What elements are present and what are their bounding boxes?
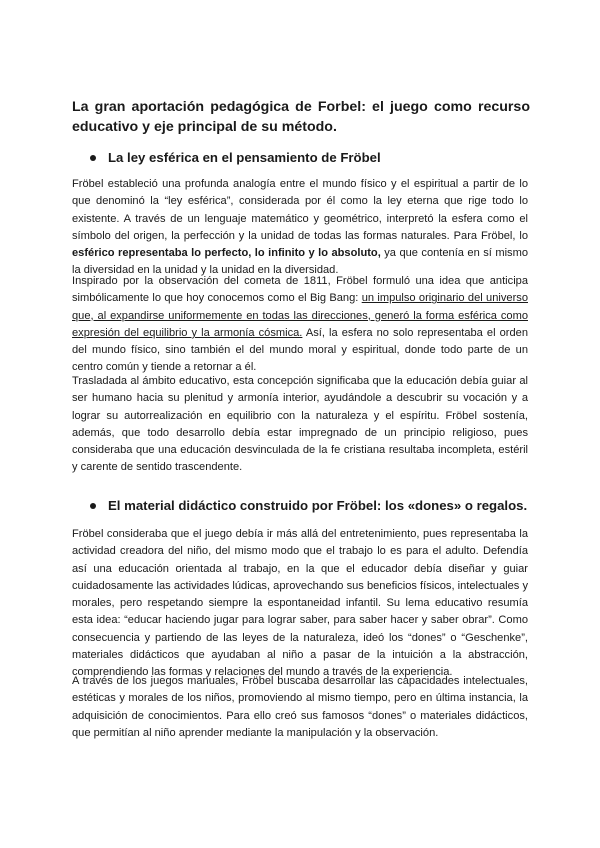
bullet-icon [90, 503, 96, 509]
section-heading-ley-esferica [90, 149, 381, 166]
bullet-icon [90, 155, 96, 161]
bold-text-run: esférico representaba lo perfecto, lo infinito y lo absoluto, [72, 247, 381, 260]
section-heading-text: El material didáctico construido por Fröbel: los «dones» o regalos. [108, 498, 528, 513]
paragraph-ley-esferica-3: Trasladada al ámbito educativo, esta concepción significaba que la educación debía guiar al ser humano hacia su plenitud y armonía interior, ayudándole a descubrir su vocación y a lograr su autorrealización en equilibrio con la naturaleza y el espíritu. Fröbel sostenía, además, que todo desarrollo debía estar impregnado de un principio religioso, pues consideraba que una educación desvinculada de la fe cristiana resultaba incompleta, estéril y carente de sentido trascendente. [72, 375, 528, 474]
paragraph-material-didactico-1: Fröbel consideraba que el juego debía ir más allá del entretenimiento, pues representaba la actividad creadora del niño, del mismo modo que el trabajo lo es para el adulto. Defendía así una educación orientada al trabajo, en la que el educador debía diseñar y guiar cuidadosamente las actividades lúdicas, aprovechando sus beneficios físicos, intelectuales y morales, pero respetando siempre la espontaneidad infantil. Su lema educativo resumía esta idea: “educar haciendo jugar para lograr saber, para saber hacer y saber obrar”. Como consecuencia y partiendo de las leyes de la naturaleza, ideó los “dones” o “Geschenke”, materiales didácticos que ayudaban al niño a pasar de la intuición a la abstracción, comprendiendo las formas y relaciones del mundo a través de la experiencia. [72, 528, 528, 679]
paragraph-ley-esferica-2 [72, 273, 528, 377]
text-run: Inspirado por la observación del cometa de 1811, Fröbel formuló una idea que anticipa simbólicamente lo que hoy conocemos como el Big Bang: [72, 275, 528, 305]
paragraph-ley-esferica-1 [72, 176, 528, 280]
section-heading-text: La ley esférica en el pensamiento de Fröbel [108, 150, 381, 165]
paragraph-material-didactico-2: A través de los juegos manuales, Fröbel buscaba desarrollar las capacidades intelectuales, estéticas y morales de los niños, promoviendo al mismo tiempo, pero en última instancia, la adquisición de conocimientos. Para ello creó sus famosos “dones” o materiales didácticos, que permitían al niño aprender mediante la manipulación y la observación. [72, 675, 528, 739]
underlined-text-run: un impulso originario del universo que, al expandirse uniformemente en todas las direcciones, generó la forma esférica como expresión del equilibrio y la armonía cósmica. [72, 292, 528, 339]
document-title: La gran aportación pedagógica de Forbel: el juego como recurso educativo y eje principal de su método. [72, 99, 530, 135]
text-run: ya que contenía en sí mismo la diversidad en la unidad y la unidad en la diversidad. [72, 247, 528, 277]
section-heading-material-didactico [90, 497, 527, 514]
text-run: Fröbel estableció una profunda analogía entre el mundo físico y el espiritual a partir de lo que denominó la “ley esférica”, considerada por él como la ley eterna que rige todo lo existente. A través de un lenguaje matemático y geométrico, interpretó la esfera como el símbolo del origen, la perfección y la unidad de todas las formas naturales. Para Fröbel, lo [72, 178, 528, 242]
text-run: Así, la esfera no solo representaba el orden del mundo físico, sino también el del mundo moral y espiritual, donde todo parte de un centro común y tiende a retornar a él. [72, 326, 528, 374]
